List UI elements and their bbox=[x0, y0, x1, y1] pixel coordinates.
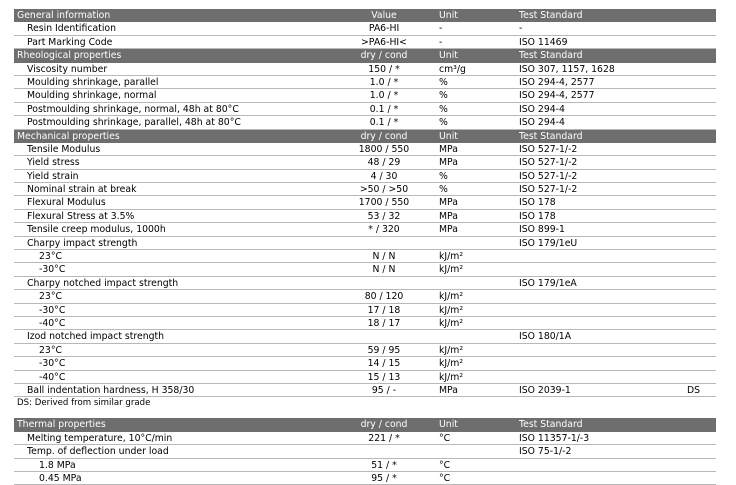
property-value: 48 / 29 bbox=[367, 157, 401, 169]
test-standard: - bbox=[519, 23, 523, 35]
section-title: Thermal properties bbox=[17, 419, 106, 431]
property-name: Viscosity number bbox=[27, 63, 108, 75]
test-standard: ISO 178 bbox=[519, 210, 556, 222]
property-name: 23°C bbox=[39, 291, 62, 303]
property-unit: % bbox=[439, 90, 448, 102]
property-row bbox=[14, 223, 716, 236]
section-header bbox=[14, 418, 716, 431]
test-standard: ISO 527-1/-2 bbox=[519, 170, 578, 182]
property-value: 1.0 / * bbox=[369, 76, 399, 88]
standard-column-header: Test Standard bbox=[519, 419, 583, 431]
property-value: >PA6-HI< bbox=[361, 36, 407, 48]
unit-column-header: Unit bbox=[439, 10, 458, 21]
property-row bbox=[14, 89, 716, 102]
property-unit: % bbox=[439, 117, 448, 129]
property-value: 59 / 95 bbox=[367, 344, 401, 356]
property-name: Nominal strain at break bbox=[27, 184, 137, 196]
property-name: Tensile creep modulus, 1000h bbox=[27, 224, 166, 236]
property-row bbox=[14, 36, 716, 49]
section-title: Rheological properties bbox=[17, 50, 122, 62]
property-unit: MPa bbox=[439, 197, 458, 209]
property-name: Tensile Modulus bbox=[27, 143, 101, 155]
property-row bbox=[14, 432, 716, 445]
property-unit: kJ/m² bbox=[439, 371, 464, 383]
property-name: Yield stress bbox=[27, 157, 80, 169]
property-name: Resin Identification bbox=[27, 23, 116, 35]
property-value: 95 / - bbox=[371, 384, 397, 396]
property-row bbox=[14, 143, 716, 156]
test-standard: ISO 527-1/-2 bbox=[519, 184, 578, 196]
property-row bbox=[14, 183, 716, 196]
property-name: Temp. of deflection under load bbox=[27, 446, 169, 458]
property-value: 0.1 / * bbox=[369, 117, 399, 129]
property-unit: kJ/m² bbox=[439, 304, 464, 316]
property-unit: kJ/m² bbox=[439, 251, 464, 263]
unit-column-header: Unit bbox=[439, 419, 458, 431]
property-unit: % bbox=[439, 76, 448, 88]
property-unit: MPa bbox=[439, 143, 458, 155]
value-column-header: dry / cond bbox=[360, 50, 408, 62]
property-value: 0.1 / * bbox=[369, 103, 399, 115]
property-value: 14 / 15 bbox=[367, 358, 401, 370]
section-title: Mechanical properties bbox=[17, 130, 120, 142]
property-name: Moulding shrinkage, normal bbox=[27, 90, 157, 102]
property-row bbox=[14, 371, 716, 384]
property-value: N / N bbox=[372, 264, 396, 276]
section-header bbox=[14, 130, 716, 143]
standard-column-header: Test Standard bbox=[519, 10, 583, 21]
property-name: 23°C bbox=[39, 344, 62, 356]
property-value: PA6-HI bbox=[368, 23, 400, 35]
property-name: Melting temperature, 10°C/min bbox=[27, 432, 173, 444]
property-row bbox=[14, 472, 716, 485]
property-name: 23°C bbox=[39, 251, 62, 263]
property-unit: kJ/m² bbox=[439, 344, 464, 356]
unit-column-header: Unit bbox=[439, 50, 458, 62]
property-name: Charpy impact strength bbox=[27, 237, 138, 249]
property-name: Yield strain bbox=[27, 170, 79, 182]
property-value: 150 / * bbox=[368, 63, 400, 75]
property-value: N / N bbox=[372, 251, 396, 263]
property-note: DS bbox=[687, 384, 701, 396]
property-unit: MPa bbox=[439, 210, 458, 222]
property-row bbox=[14, 250, 716, 263]
section-header bbox=[14, 9, 716, 22]
property-value: 80 / 120 bbox=[364, 291, 404, 303]
test-standard: ISO 294-4 bbox=[519, 103, 565, 115]
test-standard: ISO 899-1 bbox=[519, 224, 565, 236]
property-unit: MPa bbox=[439, 224, 458, 236]
property-row bbox=[14, 237, 716, 250]
test-standard: ISO 294-4, 2577 bbox=[519, 90, 595, 102]
property-name: Charpy notched impact strength bbox=[27, 277, 179, 289]
property-value: 15 / 13 bbox=[367, 371, 401, 383]
property-value: * / 320 bbox=[368, 224, 400, 236]
property-row bbox=[14, 76, 716, 89]
property-name: -40°C bbox=[39, 371, 66, 383]
property-row bbox=[14, 384, 716, 397]
property-unit: MPa bbox=[439, 384, 458, 396]
test-standard: ISO 11357-1/-3 bbox=[519, 432, 590, 444]
property-unit: MPa bbox=[439, 157, 458, 169]
property-value: 221 / * bbox=[368, 432, 400, 444]
property-row bbox=[14, 116, 716, 129]
property-value: 1700 / 550 bbox=[358, 197, 410, 209]
test-standard: ISO 179/1eU bbox=[519, 237, 578, 249]
test-standard: ISO 527-1/-2 bbox=[519, 143, 578, 155]
property-name: -30°C bbox=[39, 358, 66, 370]
value-column-header: dry / cond bbox=[360, 419, 408, 431]
property-value: >50 / >50 bbox=[359, 184, 409, 196]
property-value: 1800 / 550 bbox=[358, 143, 410, 155]
property-row bbox=[14, 156, 716, 169]
datasheet-table bbox=[14, 9, 716, 485]
test-standard: ISO 307, 1157, 1628 bbox=[519, 63, 615, 75]
property-row bbox=[14, 277, 716, 290]
property-unit: kJ/m² bbox=[439, 317, 464, 329]
property-row bbox=[14, 304, 716, 317]
property-unit: % bbox=[439, 170, 448, 182]
property-name: -40°C bbox=[39, 317, 66, 329]
property-name: -30°C bbox=[39, 264, 66, 276]
property-row bbox=[14, 170, 716, 183]
property-row bbox=[14, 445, 716, 458]
property-value: 51 / * bbox=[371, 459, 397, 471]
property-row bbox=[14, 263, 716, 276]
standard-column-header: Test Standard bbox=[519, 50, 583, 62]
property-row bbox=[14, 63, 716, 76]
property-row bbox=[14, 317, 716, 330]
property-name: Postmoulding shrinkage, normal, 48h at 80°C bbox=[27, 103, 239, 115]
property-unit: % bbox=[439, 184, 448, 196]
property-row bbox=[14, 196, 716, 209]
property-unit: cm³/g bbox=[439, 63, 466, 75]
property-row bbox=[14, 459, 716, 472]
footnote bbox=[14, 397, 716, 409]
property-name: Ball indentation hardness, H 358/30 bbox=[27, 384, 195, 396]
property-name: Postmoulding shrinkage, parallel, 48h at 80°C bbox=[27, 117, 241, 129]
property-row bbox=[14, 210, 716, 223]
property-unit: % bbox=[439, 103, 448, 115]
section-spacer bbox=[14, 409, 716, 418]
property-unit: kJ/m² bbox=[439, 264, 464, 276]
property-unit: - bbox=[439, 23, 443, 35]
test-standard: ISO 294-4 bbox=[519, 117, 565, 129]
property-name: Flexural Stress at 3.5% bbox=[27, 210, 135, 222]
test-standard: ISO 2039-1 bbox=[519, 384, 571, 396]
property-name: -30°C bbox=[39, 304, 66, 316]
property-name: Flexural Modulus bbox=[27, 197, 106, 209]
property-value: 18 / 17 bbox=[367, 317, 401, 329]
property-value: 53 / 32 bbox=[367, 210, 401, 222]
unit-column-header: Unit bbox=[439, 130, 458, 142]
property-name: Part Marking Code bbox=[27, 36, 113, 48]
value-column-header: Value bbox=[371, 10, 397, 21]
property-row bbox=[14, 344, 716, 357]
section-title: General information bbox=[17, 10, 111, 21]
test-standard: ISO 178 bbox=[519, 197, 556, 209]
value-column-header: dry / cond bbox=[360, 130, 408, 142]
property-value: 4 / 30 bbox=[370, 170, 398, 182]
property-row bbox=[14, 103, 716, 116]
test-standard: ISO 179/1eA bbox=[519, 277, 577, 289]
property-unit: - bbox=[439, 36, 443, 48]
property-name: Izod notched impact strength bbox=[27, 331, 165, 343]
section-header bbox=[14, 49, 716, 62]
property-unit: °C bbox=[439, 432, 451, 444]
property-value: 95 / * bbox=[371, 472, 397, 484]
property-unit: °C bbox=[439, 459, 451, 471]
property-name: 1.8 MPa bbox=[39, 459, 76, 471]
property-row bbox=[14, 330, 716, 343]
property-row bbox=[14, 357, 716, 370]
test-standard: ISO 180/1A bbox=[519, 331, 572, 343]
property-row bbox=[14, 290, 716, 303]
footnote-text: DS: Derived from similar grade bbox=[17, 398, 151, 409]
property-unit: kJ/m² bbox=[439, 358, 464, 370]
test-standard: ISO 75-1/-2 bbox=[519, 446, 572, 458]
property-value: 1.0 / * bbox=[369, 90, 399, 102]
property-unit: °C bbox=[439, 472, 451, 484]
test-standard: ISO 11469 bbox=[519, 36, 568, 48]
property-row bbox=[14, 22, 716, 35]
property-name: 0.45 MPa bbox=[39, 472, 82, 484]
property-name: Moulding shrinkage, parallel bbox=[27, 76, 159, 88]
property-unit: kJ/m² bbox=[439, 291, 464, 303]
property-value: 17 / 18 bbox=[367, 304, 401, 316]
standard-column-header: Test Standard bbox=[519, 130, 583, 142]
test-standard: ISO 294-4, 2577 bbox=[519, 76, 595, 88]
test-standard: ISO 527-1/-2 bbox=[519, 157, 578, 169]
